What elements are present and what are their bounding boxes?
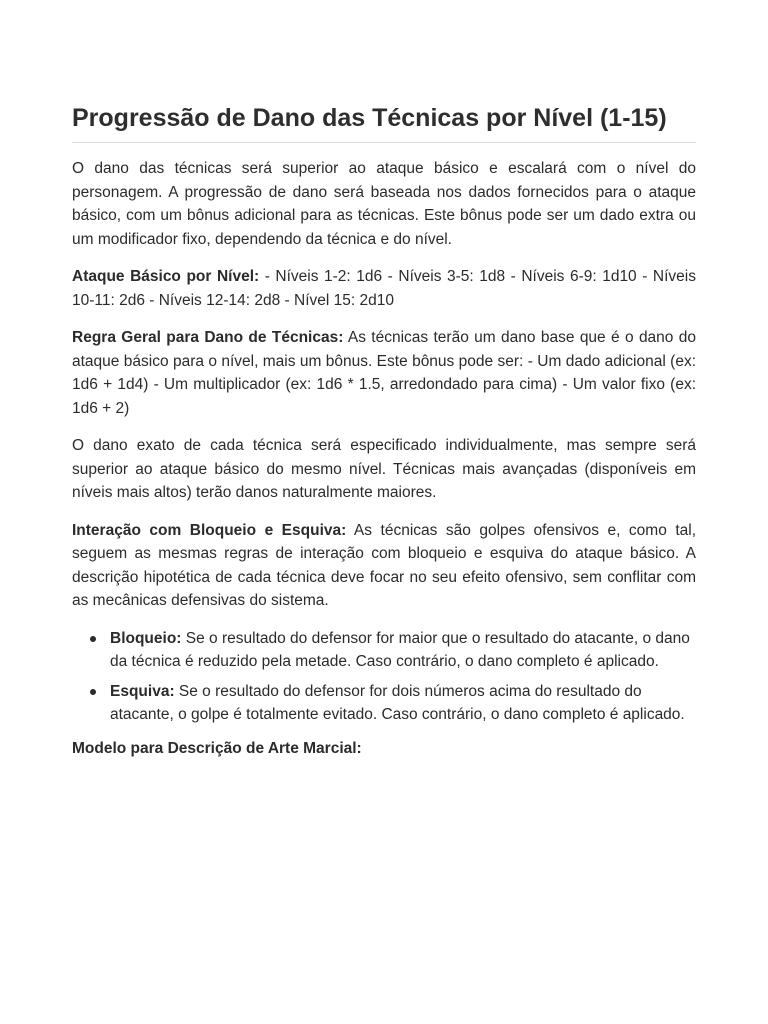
basic-attack-text: - Níveis 1-2: 1d6 - Níveis 3-5: 1d8 - Níveis 6-9: 1d10 - Níveis 10-11: 2d6 - Níveis 12-14: 2d8 - Nível 15: 2d10 [72,268,696,309]
interaction-paragraph [72,519,696,613]
basic-attack-paragraph [72,265,696,312]
dodge-label: Esquiva: [110,682,175,700]
intro-paragraph: O dano das técnicas será superior ao ataque básico e escalará com o nível do personagem. A progressão de dano será baseada nos dados fornecidos para o ataque básico, com um bônus adicional para as técnicas. Este bônus pode ser um dado extra ou um modificador fixo, dependendo da técnica e do nível. [72,160,696,248]
interaction-text: As técnicas são golpes ofensivos e, como tal, seguem as mesmas regras de interação com bloqueio e esquiva do ataque básico. A descrição hipotética de cada técnica deve focar no seu efeito ofensivo, sem conflitar com as mecânicas defensivas do sistema. [72,521,696,609]
list-item-dodge [110,680,696,727]
model-heading: Modelo para Descrição de Arte Marcial: [72,739,362,757]
block-text: Se o resultado do defensor for maior que o resultado do atacante, o dano da técnica é reduzido pela metade. Caso contrário, o dano completo é aplicado. [110,629,690,670]
dodge-text: Se o resultado do defensor for dois números acima do resultado do atacante, o golpe é totalmente evitado. Caso contrário, o dano completo é aplicado. [110,682,685,723]
interaction-label: Interação com Bloqueio e Esquiva: [72,521,347,539]
defense-rules-list [72,627,696,727]
document-title: Progressão de Dano das Técnicas por Nível (1-15) [72,100,696,143]
exact-damage-paragraph: O dano exato de cada técnica será especificado individualmente, mas sempre será superior ao ataque básico do mesmo nível. Técnicas mais avançadas (disponíveis em níveis mais altos) terão danos naturalmente maiores. [72,437,696,501]
basic-attack-label: Ataque Básico por Nível: [72,268,260,285]
general-rule-text: As técnicas terão um dano base que é o dano do ataque básico para o nível, mais um bônus. Este bônus pode ser: - Um dado adicional (ex: 1d6 + 1d4) - Um multiplicador (ex: 1d6 * 1.5, arredondado para cima) - Um valor fixo (ex: 1d6 + 2) [72,329,697,417]
block-label: Bloqueio: [110,629,182,647]
bullet-icon [90,636,96,642]
general-rule-paragraph [72,326,696,420]
list-item-block [110,627,696,674]
general-rule-label: Regra Geral para Dano de Técnicas: [72,329,344,346]
bullet-icon [90,689,96,695]
document-page [72,100,696,760]
